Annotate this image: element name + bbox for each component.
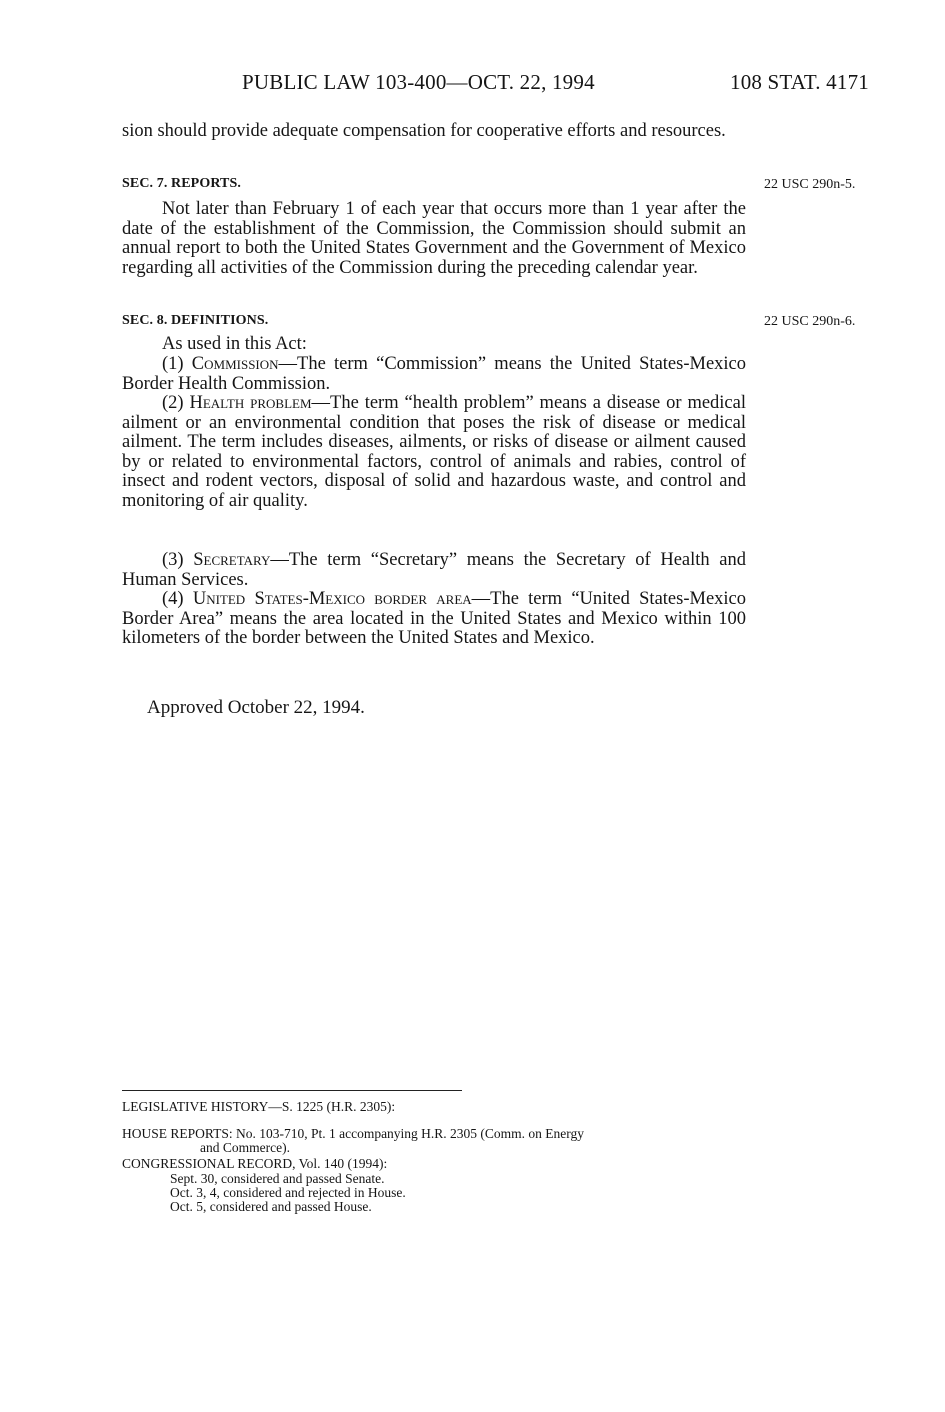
house-reports-line: HOUSE REPORTS: No. 103-710, Pt. 1 accompanying H.R. 2305 (Comm. on Energy (122, 1126, 585, 1141)
running-header-title: PUBLIC LAW 103-400—OCT. 22, 1994 (242, 70, 595, 94)
congressional-record-heading: CONGRESSIONAL RECORD, Vol. 140 (1994): (122, 1156, 388, 1171)
definition-3-number: (3) (162, 550, 184, 570)
section-7-heading: SEC. 7. REPORTS. (122, 176, 241, 191)
house-reports-continuation: and Commerce). (200, 1140, 290, 1155)
definition-2 (122, 394, 746, 512)
definition-1 (122, 355, 746, 394)
record-entry: Sept. 30, considered and passed Senate. (170, 1171, 385, 1186)
congressional-record-entries (170, 1172, 406, 1214)
definition-4-number: (4) (162, 589, 184, 609)
legislative-history-title: LEGISLATIVE HISTORY—S. 1225 (H.R. 2305): (122, 1099, 396, 1114)
footnote-divider (122, 1090, 462, 1091)
house-reports (122, 1127, 762, 1155)
statute-page-number: 108 STAT. 4171 (730, 70, 869, 94)
section-8-intro: As used in this Act: (162, 334, 307, 354)
section-8-citation: 22 USC 290n-6. (764, 314, 856, 329)
section-8-heading: SEC. 8. DEFINITIONS. (122, 313, 269, 328)
definition-4 (122, 590, 746, 649)
record-entry: Oct. 3, 4, considered and rejected in House. (170, 1185, 406, 1200)
definition-3-text: —The term “Secretary” means the Secretary of Health and Human Services. (122, 550, 747, 590)
definition-2-term: Health problem (189, 393, 312, 413)
definition-3 (122, 551, 746, 590)
section-7-text: Not later than February 1 of each year that occurs more than 1 year after the date of the establishment of the Commission, the Commission should submit an annual report to both the United States Government and the Government of Mexico regarding all activities of the Commission during the preceding calendar year. (122, 199, 746, 278)
section-7-citation: 22 USC 290n-5. (764, 177, 856, 192)
definition-3-term: Secretary (193, 550, 271, 570)
carryover-paragraph: sion should provide adequate compensation for cooperative efforts and resources. (122, 121, 726, 141)
definition-2-text: —The term “health problem” means a disease or medical ailment or an environmental condition that poses the risk of disease or medical ailment. The term includes diseases, ailments, or risks of disease or ailment caused by or related to environmental factors, control of animals and rabies, control of insect and rodent vectors, disposal of solid and hazardous waste, and control and monitoring of air quality. (122, 393, 746, 511)
definition-1-text: —The term “Commission” means the United States-Mexico Border Health Commission. (122, 354, 747, 394)
approval-date: Approved October 22, 1994. (147, 697, 365, 718)
definition-2-number: (2) (162, 393, 184, 413)
definition-1-number: (1) (162, 354, 184, 374)
definition-1-term: Commission (191, 354, 279, 374)
definition-4-text: —The term “United States-Mexico Border Area” means the area located in the United States and Mexico within 100 kilometers of the border between the United States and Mexico. (122, 589, 747, 649)
record-entry: Oct. 5, considered and passed House. (170, 1199, 372, 1214)
definition-4-term: United States-Mexico border area (192, 589, 472, 609)
